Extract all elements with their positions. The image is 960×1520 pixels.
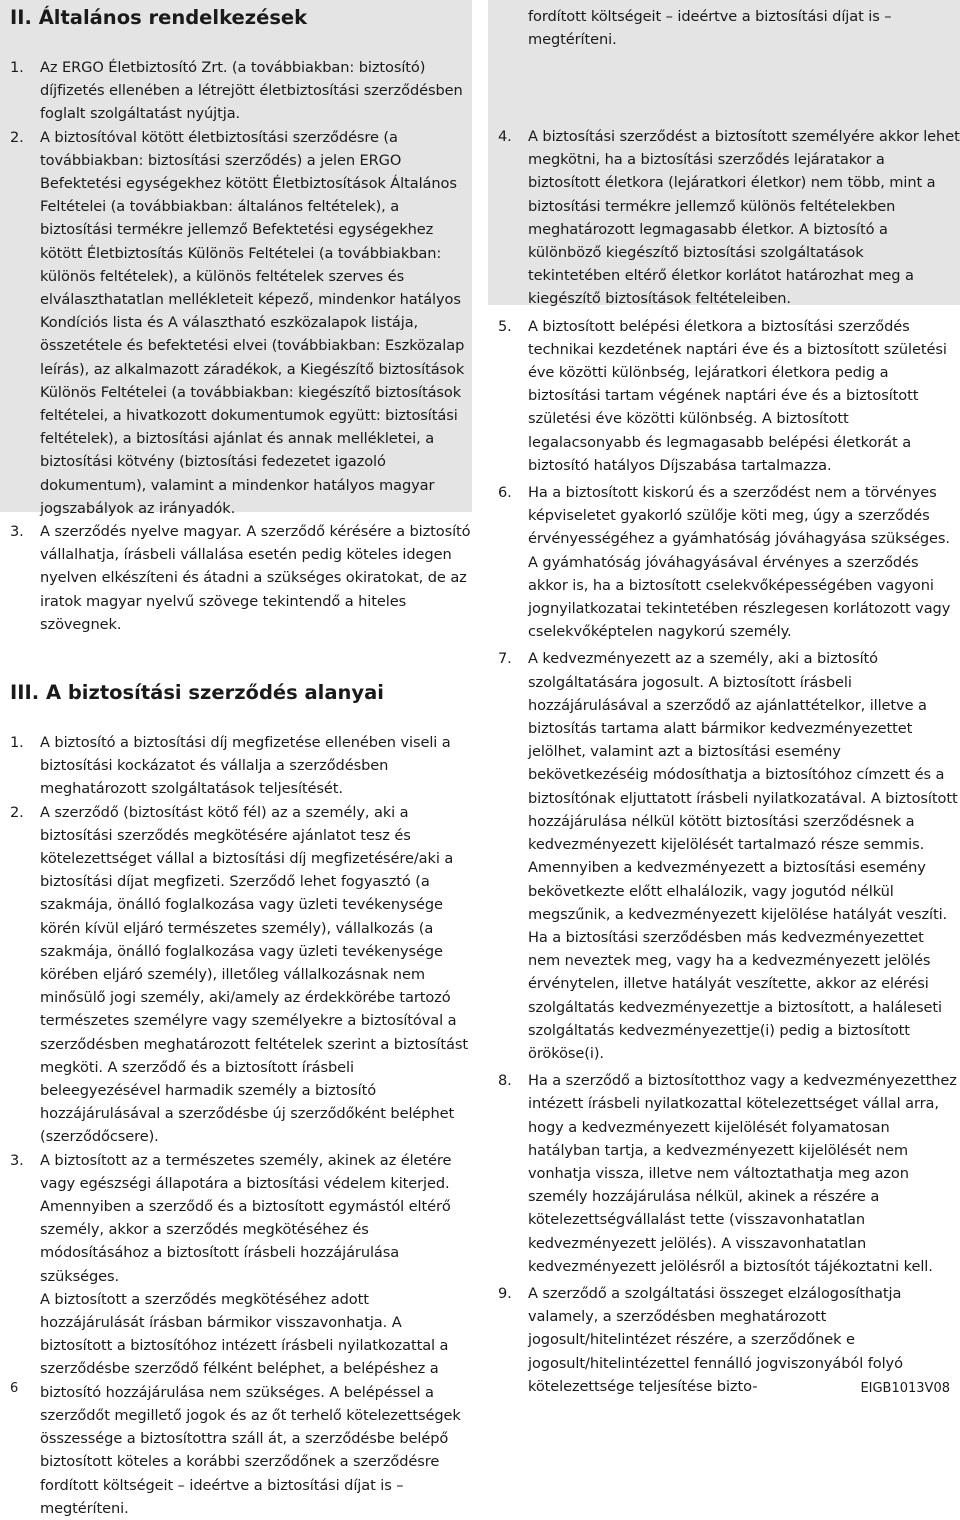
section-list (0, 731, 472, 1517)
item-text: A biztosított belépési életkora a biztosítási szerződés technikai kezdetének naptári éve és a biztosított születési éve közötti különbség, lejáratkori életkora pedig a biztosítási tartam végének naptári éve és a biztosított születési éve közötti különbség. A biztosított legalacsonyabb és legmagasabb belépési életkorát a biztosító hatályos Díjszabása tartalmazza. (528, 317, 947, 474)
continued-text-clip (528, 5, 960, 121)
section-title: II. Általános rendelkezések (10, 6, 308, 29)
list-item (0, 731, 472, 801)
item-text: fordított költségeit – ideértve a biztosítási díjat is – megtéríteni. (528, 8, 892, 49)
item-number: 6. (498, 484, 512, 502)
item-number: 7. (498, 650, 512, 668)
section-title: III. A biztosítási szerződés alanyai (10, 681, 384, 704)
item-text: A szerződő a szolgáltatási összeget elzálogosíthatja valamely, a szerződésben meghatározott jogosult/hitelintézet részére, a szerződőnek e jogosult/hitelintézettel fennálló jogviszonyából folyó kötelezettsége teljesítése bizto- (528, 1284, 903, 1395)
item-number: 1. (10, 59, 24, 76)
item-text: A biztosító a biztosítási díj megfizetése ellenében viseli a biztosítási kockázatot és vállalja a szerződésben meghatározott szolgáltatások teljesítését. (40, 734, 451, 798)
item-number: 8. (498, 1072, 512, 1090)
list-item (0, 1149, 472, 1517)
list-item (0, 56, 472, 126)
list-item (488, 125, 960, 311)
list-item-continued (488, 5, 960, 121)
item-text: A biztosítási szerződést a biztosított személyére akkor lehet megkötni, ha a biztosítási szerződés lejáratakor a biztosított életkora (lejáratkori életkor) nem több, mint a biztosítási termékre jellemző különös feltételekben meghatározott legmagasabb életkor. A biztosító a különböző kiegészítő biztosítási szolgáltatások tekintetében eltérő életkor korlátot határozhat meg a kiegészítő biztosítások feltételeiben. (528, 128, 960, 308)
item-text: A biztosítóval kötött életbiztosítási szerződésre (a továbbiakban: biztosítási szerződés) a jelen ERGO Befektetési egységekhez kötött Életbiztosítások Általános Feltételei (a továbbiakban: általános feltételek), a biztosítási termékre jellemző Befektetési egységekhez kötött Életbiztosítás Különös Feltételei (a továbbiakban: különös feltételek), a különös feltételek szerves és elválaszthatatlan mellékleteit képező, mindenkor hatályos Kondíciós lista és A választható eszközalapok listája, összetétele és befektetési elvei (továbbiakban: Eszközalap leírás), az alkalmazott záradékok, a Kiegészítő biztosítások Különös Feltételei (a továbbiakban: kiegészítő biztosítások feltételei, a hivatkozott dokumentumok együtt: biztosítási feltételek), a biztosítási ajánlat és annak mellékletei, a biztosítási kötvény (biztosítási fedezetet igazoló dokumentum), valamint a mindenkor hatályos magyar jogszabályok az irányadók. (40, 128, 465, 517)
item-number: 4. (498, 128, 512, 145)
item-number: 2. (10, 803, 24, 821)
item-number: 1. (10, 734, 24, 751)
list-item (0, 520, 472, 636)
item-text: A biztosított a szerződés megkötéséhez adott hozzájárulását írásban bármikor visszavonhatja. A biztosított a biztosítóhoz intézett írásbeli nyilatkozattal a szerződésbe szerződő félként beléphet, a belépéshez a biztosító hozzájárulása nem szükséges. A belépéssel a szerződőt megillető jogok és az őt terhelő kötelezettségek összessége a biztosítottra száll át, a szerződésbe belépő biztosított köteles a korábbi szerződőnek a szerződésre fordított költségeit – ideértve a biztosítási díjat is – megtéríteni. (40, 1290, 461, 1517)
item-number: 2. (10, 128, 24, 146)
list-item (488, 647, 960, 1065)
item-number: 9. (498, 1284, 512, 1302)
item-number: 3. (10, 1151, 24, 1169)
item-text: Az ERGO Életbiztosító Zrt. (a továbbiakban: biztosító) díjfizetés ellenében a létrejött életbiztosítási szerződésben foglalt szolgáltatást nyújtja. (40, 59, 463, 123)
list-item (488, 315, 960, 477)
list-item (488, 481, 960, 643)
item-text: A szerződő (biztosítást kötő fél) az a személy, aki a biztosítási szerződés megkötésére ajánlatot tesz és kötelezettséget vállal a biztosítási díj megfizetésére/aki a biztosítási díjat megfizeti. Szerződő lehet fogyasztó (a szakmája, önálló foglalkozása vagy üzleti tevékenysége körén kívül eljáró természetes személy), vállalkozás (a szakmája, önálló foglalkozása vagy üzleti tevékenysége körében eljáró személy), illetőleg vállalkozásnak nem minősülő jogi személy, aki/amely az érdekkörébe tartozó természetes személyre vagy személyekre a biztosítóval a szerződésben meghatározott feltételek szerint a biztosítást megköti. A szerződő és a biztosított írásbeli beleegyezésével harmadik személy a biztosító hozzájárulásával a szerződésbe új szerződőként beléphet (szerződőcsere). (40, 803, 468, 1146)
section-list (0, 56, 472, 636)
list-item (488, 1069, 960, 1278)
item-text: A szerződés nyelve magyar. A szerződő kérésére a biztosító vállalhatja, írásbeli vállalása esetén pedig köteles idegen nyelven elkészíteni és átadni a szükséges okiratokat, de az iratok magyar nyelvű szövege tekintendő a hiteles szövegnek. (40, 523, 471, 633)
item-number: 5. (498, 317, 512, 335)
item-text: A biztosított az a természetes személy, akinek az életére vagy egészségi állapotára a biztosítási védelem kiterjed. Amennyiben a szerződő és a biztosított egymástól eltérő személy, akkor a szerződés megkötéséhez és módosításához a biztosított írásbeli hozzájárulása szükséges. (40, 1151, 452, 1285)
item-text: Ha a biztosított kiskorú és a szerződést nem a törvényes képviseletet gyakorló szülője köti meg, úgy a szerződés érvényességéhez a gyámhatóság jóváhagyása szükséges. A gyámhatóság jóváhagyásával érvényes a szerződés akkor is, ha a biztosított cselekvőképességében vagyoni jognyilatkozatai tekintetében részlegesen korlátozott vagy cselekvőképtelen nagykorú személy. (528, 484, 951, 641)
list-item (0, 126, 472, 520)
page-number: 6 (10, 1381, 19, 1396)
continued-text-clip (40, 1288, 472, 1517)
document-code: EIGB1013V08 (860, 1381, 950, 1396)
list-item (0, 801, 472, 1149)
item-number: 3. (10, 523, 24, 541)
section-list-continued (488, 5, 960, 1398)
item-text-continued (40, 1288, 472, 1517)
item-text: Ha a szerződő a biztosítotthoz vagy a kedvezményezetthez intézett írásbeli nyilatkozattal kötelezettséget vállal arra, hogy a kedvezményezett kijelölését folyamatosan hatályban tartja, a kedvezményezett kijelölését nem vonhatja vissza, illetve nem változtathatja meg azon személy hozzájárulása nélkül, akinek a részére a kötelezettségvállalást tette (visszavonhatatlan kedvezményezett jelölés). A visszavonhatatlan kedvezményezett jelölésről a biztosítót tájékoztatni kell. (528, 1072, 957, 1275)
item-text: A kedvezményezett az a személy, aki a biztosító szolgáltatására jogosult. A biztosított írásbeli hozzájárulásával a szerződő az ajánlattételkor, illetve a biztosítás tartama alatt bármikor kedvezményezettet jelölhet, valamint azt a biztosítási esemény bekövetkezéséig módosíthatja a biztosítóhoz címzett és a biztosítónak eljuttatott írásbeli nyilatkozatával. A biztosított hozzájárulása nélkül kötött biztosítási szerződésnek a kedvezményezett kijelölését tartalmazó része semmis. Amennyiben a kedvezményezett a biztosítási esemény bekövetkezte előtt elhalálozik, vagy jogutód nélkül megszűnik, a kedvezményezett kijelölése hatályát veszíti. Ha a biztosítási szerződésben más kedvezményezettet nem neveztek meg, vagy ha a kedvezményezett jelölés érvénytelen, illetve hatályát veszítette, akkor az elérési szolgáltatás kedvezményezettje a biztosított, a haláleseti szolgáltatás kedvezményezettje(i) pedig a biztosított örököse(i). (528, 650, 958, 1062)
